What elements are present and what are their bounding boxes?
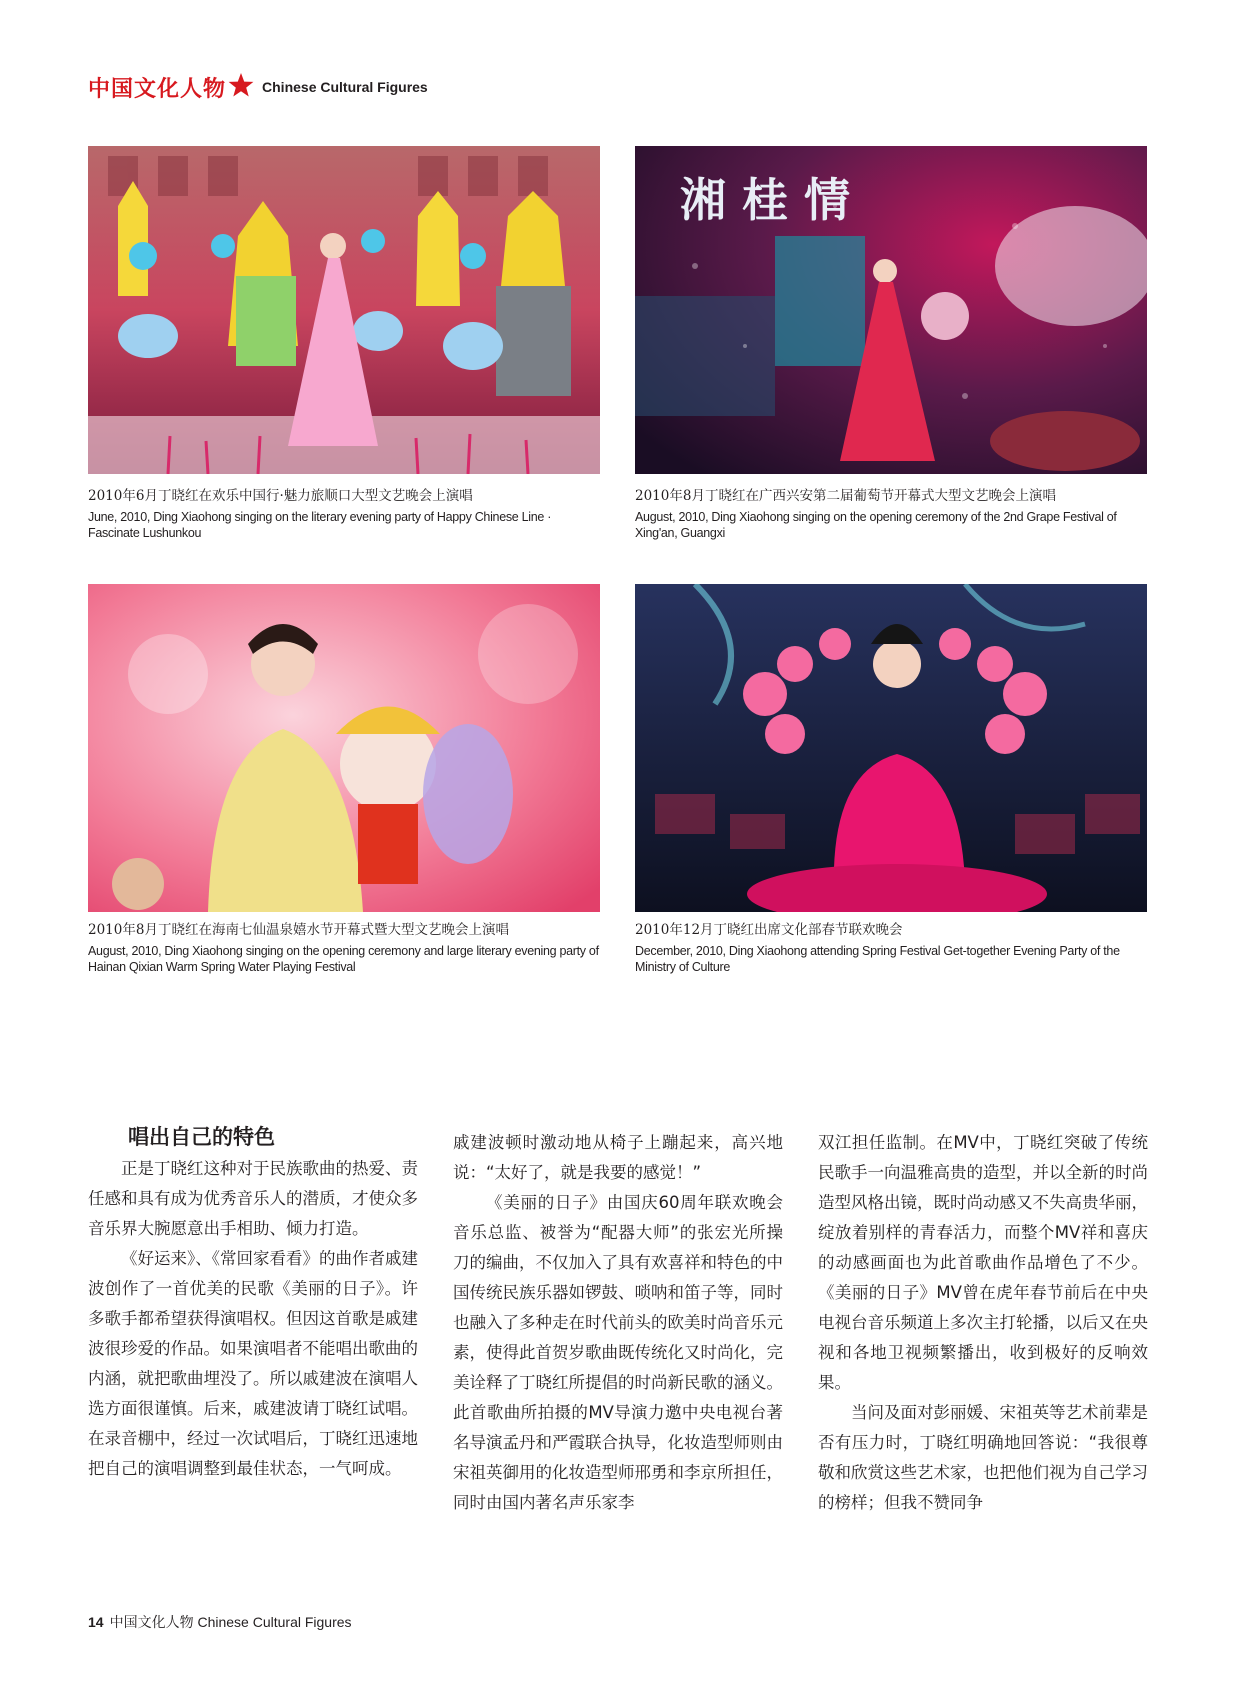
footer-text: 中国文化人物 Chinese Cultural Figures: [109, 1614, 352, 1630]
stage-sign-text: 湘 桂 情: [680, 173, 851, 227]
caption-cn: 2010年8月丁晓红在海南七仙温泉嬉水节开幕式暨大型文艺晚会上演唱: [88, 922, 509, 938]
photo-grape-festival: [635, 146, 1147, 474]
photo-happy-chinese-line: [88, 146, 600, 474]
section-title: 唱出自己的特色: [128, 1125, 275, 1149]
caption-cn: 2010年12月丁晓红出席文化部春节联欢晚会: [635, 922, 903, 938]
photo-spring-festival-party: [635, 584, 1147, 912]
caption-en: June, 2010, Ding Xiaohong singing on the literary evening party of Happy Chinese Line · Fascinate Lushunkou: [88, 510, 552, 540]
photo-caption-1: [88, 486, 600, 541]
paragraph: 当问及面对彭丽媛、宋祖英等艺术前辈是否有压力时，丁晓红明确地回答说：“我很尊敬和欣赏这些艺术家，也把他们视为自己学习的榜样；但我不赞同争: [818, 1403, 1148, 1512]
article-column-3: [818, 1128, 1148, 1518]
paragraph: 《好运来》、《常回家看看》的曲作者戚建波创作了一首优美的民歌《美丽的日子》。许多歌手都希望获得演唱权。但因这首歌是戚建波很珍爱的作品。如果演唱者不能唱出歌曲的内涵，就把歌曲埋没了。所以戚建波在演唱人选方面很谨慎。后来，戚建波请丁晓红试唱。在录音棚中，经过一次试唱后，丁晓红迅速地把自己的演唱调整到最佳状态，一气呵成。: [88, 1249, 418, 1478]
caption-en: August, 2010, Ding Xiaohong singing on the opening ceremony of the 2nd Grape Festival of Xing'an, Guangxi: [635, 510, 1117, 540]
paragraph-continued: 双江担任监制。在MV中，丁晓红突破了传统民歌手一向温雅高贵的造型，并以全新的时尚造型风格出镜，既时尚动感又不失高贵华丽，绽放着别样的青春活力，而整个MV祥和喜庆的动感画面也为此首歌曲作品增色了不少。《美丽的日子》MV曾在虎年春节前后在中央电视台音乐频道上多次主打轮播，以后又在央视和各地卫视频繁播出，收到极好的反响效果。: [818, 1133, 1148, 1392]
magazine-title-cn: 中国文化人物: [88, 76, 227, 102]
page-number: 14: [88, 1614, 104, 1630]
magazine-header: [88, 70, 428, 104]
article-column-1: [88, 1122, 418, 1484]
paragraph: 《美丽的日子》由国庆60周年联欢晚会音乐总监、被誉为“配器大师”的张宏光所操刀的编曲，不仅加入了具有欢喜祥和特色的中国传统民族乐器如锣鼓、唢呐和笛子等，同时也融入了多种走在时代前头的欧美时尚音乐元素，使得此首贺岁歌曲既传统化又时尚化，完美诠释了丁晓红所提倡的时尚新民歌的涵义。此首歌曲所拍摄的MV导演力邀中央电视台著名导演孟丹和严霞联合执导，化妆造型师则由宋祖英御用的化妆造型师邢勇和李京所担任，同时由国内著名声乐家李: [453, 1193, 783, 1512]
article-column-2: [453, 1128, 783, 1518]
photo-caption-2: [635, 486, 1147, 541]
photo-caption-4: [635, 920, 1147, 975]
paragraph: 正是丁晓红这种对于民族歌曲的热爱、责任感和具有成为优秀音乐人的潜质，才使众多音乐界大腕愿意出手相助、倾力打造。: [88, 1159, 418, 1238]
photo-caption-3: [88, 920, 600, 975]
page-footer: [88, 1612, 352, 1632]
photo-water-festival: [88, 584, 600, 912]
caption-en: August, 2010, Ding Xiaohong singing on the opening ceremony and large literary evening party of Hainan Qixian Warm Spring Water Playing Festival: [88, 944, 599, 974]
magazine-title-en: Chinese Cultural Figures: [262, 79, 428, 95]
paragraph-continued: 戚建波顿时激动地从椅子上蹦起来，高兴地说：“太好了，就是我要的感觉！”: [453, 1133, 783, 1182]
caption-en: December, 2010, Ding Xiaohong attending Spring Festival Get-together Evening Party of the Ministry of Culture: [635, 944, 1120, 974]
star-icon: [228, 72, 254, 102]
caption-cn: 2010年6月丁晓红在欢乐中国行·魅力旅顺口大型文艺晚会上演唱: [88, 488, 473, 504]
caption-cn: 2010年8月丁晓红在广西兴安第二届葡萄节开幕式大型文艺晚会上演唱: [635, 488, 1056, 504]
